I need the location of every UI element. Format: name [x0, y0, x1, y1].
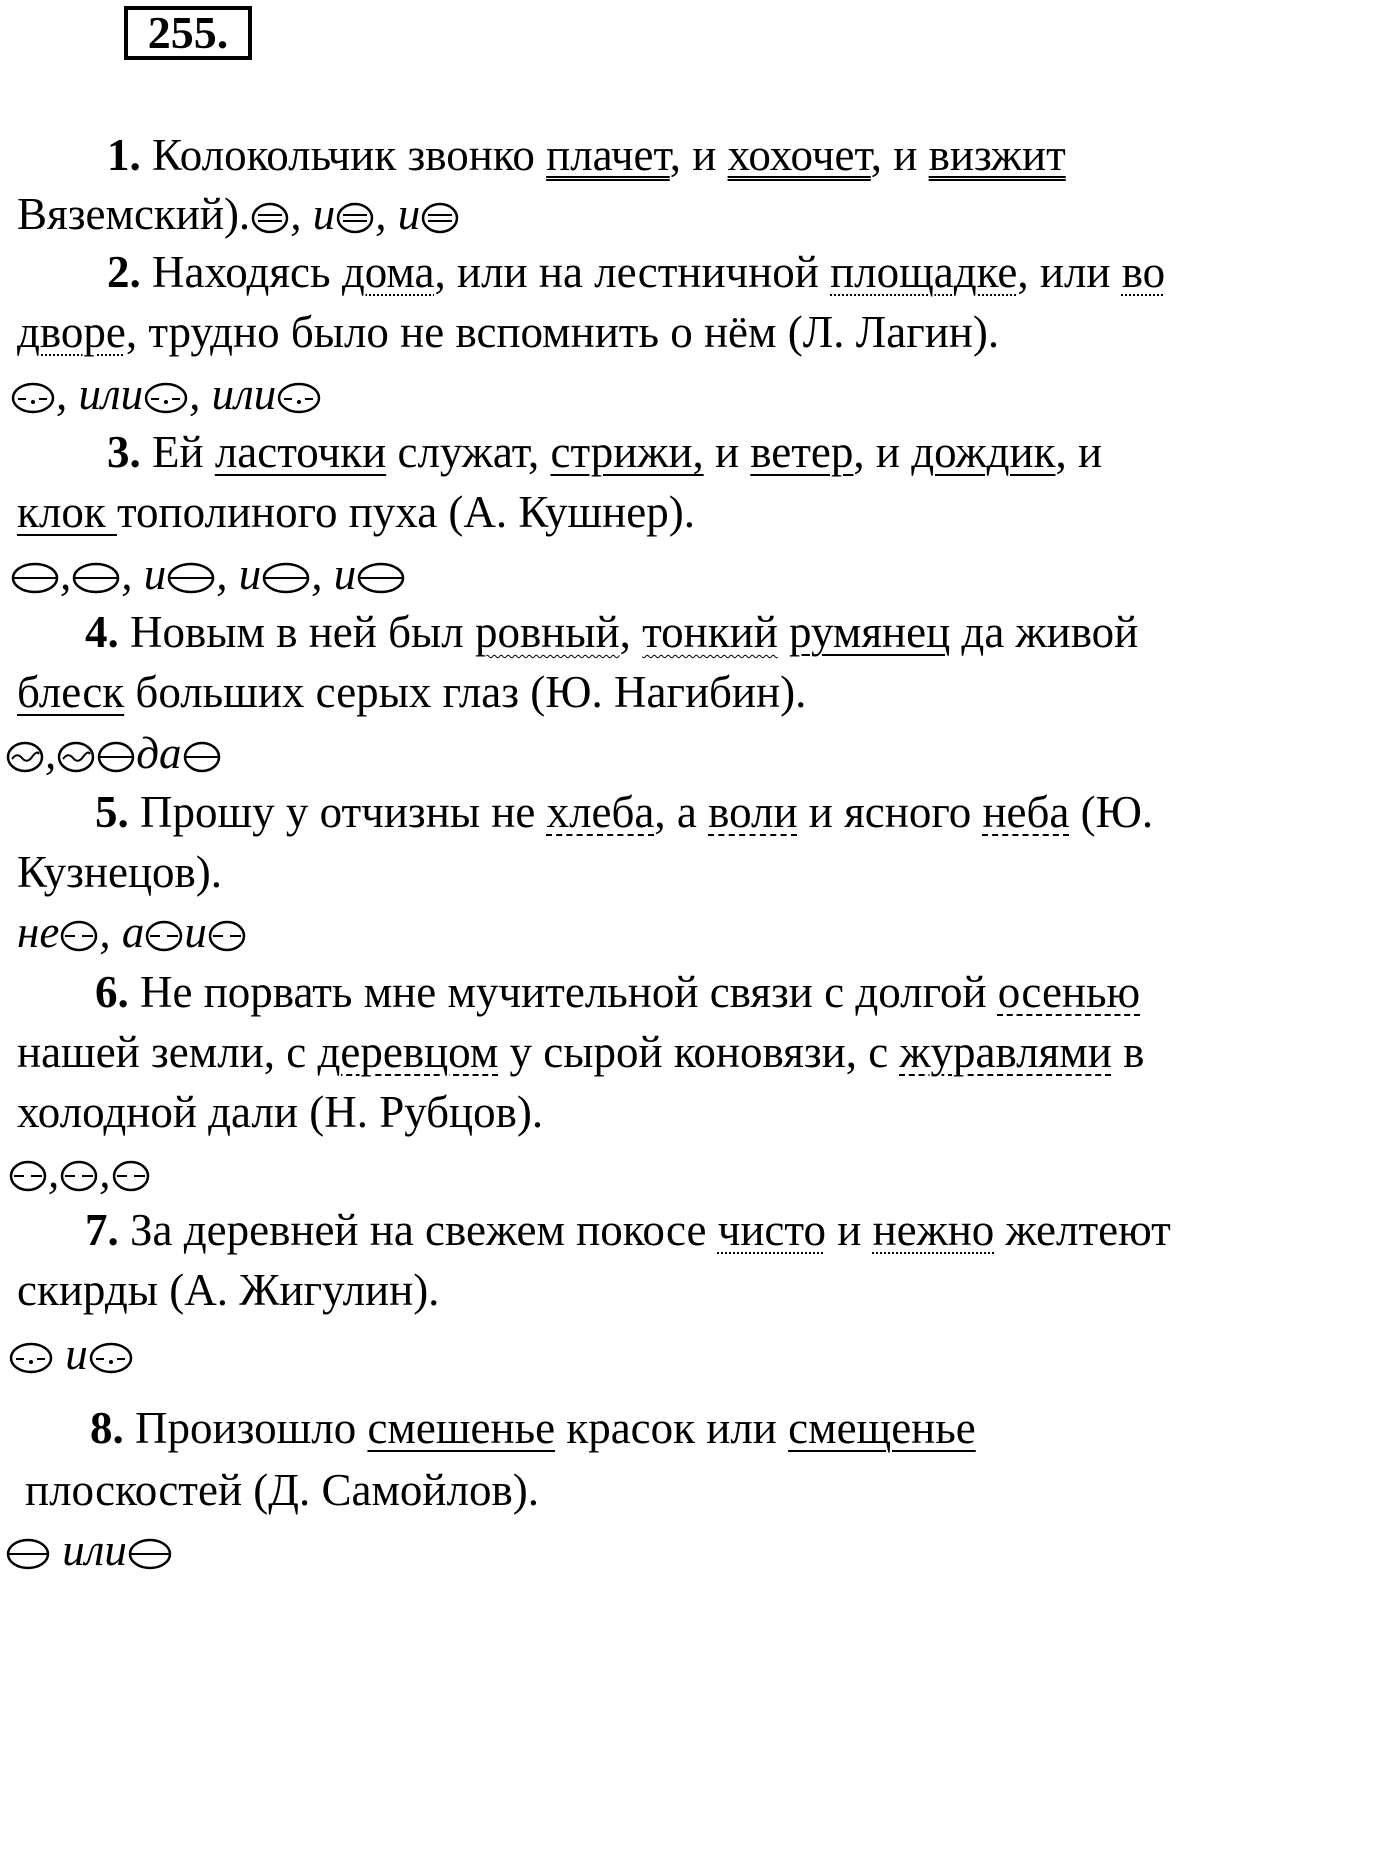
text: , или [1017, 247, 1122, 297]
text: Кузнецов). [17, 847, 223, 897]
object: воли [708, 787, 798, 837]
text: тополиного пуха (А. Кушнер). [116, 487, 695, 537]
text: , а [654, 787, 709, 837]
scheme-connector: , и [216, 549, 262, 599]
scheme-circle-icon [182, 737, 222, 782]
text: холодной дали (Н. Рубцов). [17, 1087, 544, 1137]
sentence-6-line-3 [17, 1087, 544, 1137]
scheme-connector: , или [56, 369, 144, 419]
sentence-3-scheme [10, 549, 406, 603]
text: нашей земли, с [17, 1027, 318, 1077]
scheme-connector: да [136, 728, 182, 778]
scheme-circle-icon [96, 737, 136, 782]
sentence-number: 7. [85, 1205, 119, 1255]
sentence-8-scheme [5, 1525, 173, 1579]
text: , и [669, 130, 728, 180]
text: Новым в ней был [118, 607, 475, 657]
scheme-circle-icon [250, 198, 290, 243]
sentence-3-line-2 [17, 487, 695, 537]
scheme-connector: и [184, 907, 207, 957]
adverbial: нежно [872, 1205, 995, 1255]
scheme-connector: и [65, 1329, 88, 1379]
predicate: хохочет [727, 130, 871, 180]
text: , трудно было не вспомнить о нём (Л. Лагин). [125, 307, 1000, 357]
scheme-connector: , [99, 1147, 111, 1197]
text: , и [1055, 427, 1103, 477]
subject: румянец [789, 607, 951, 657]
scheme-circle-icon [166, 558, 216, 603]
scheme-circle-icon [8, 1338, 54, 1383]
sentence-7-scheme [8, 1329, 134, 1383]
sentence-4-line-1 [85, 607, 1139, 657]
text: Прошу у отчизны не [128, 787, 547, 837]
text: , и [870, 130, 929, 180]
predicate: плачет [546, 130, 670, 180]
sentence-2-line-2 [17, 307, 1000, 357]
adverbial: во [1121, 247, 1166, 297]
sentence-6-line-2 [17, 1027, 1145, 1077]
scheme-connector: , и [121, 549, 167, 599]
scheme-circle-dashed-icon [59, 1156, 99, 1201]
sentence-number: 5. [95, 787, 129, 837]
scheme-connector: , [60, 549, 72, 599]
scheme-circle-icon [276, 378, 322, 423]
sentence-6-scheme [8, 1147, 151, 1201]
scheme-connector: , и [290, 189, 336, 239]
text: да живой [950, 607, 1139, 657]
subject: блеск [17, 667, 125, 717]
sentence-7-line-2 [17, 1265, 440, 1315]
scheme-circle-icon [71, 558, 121, 603]
subject: ласточки [214, 427, 387, 477]
adverbial: дома [341, 247, 435, 297]
sentence-7-line-1 [85, 1205, 1171, 1255]
scheme-circle-icon [88, 1338, 134, 1383]
text: Вяземский). [17, 189, 251, 239]
sentence-4-scheme [5, 728, 222, 782]
sentence-5-line-2 [17, 847, 223, 897]
scheme-circle-icon [261, 558, 311, 603]
predicate: визжит [928, 130, 1066, 180]
object: неба [982, 787, 1070, 837]
text: , и [853, 427, 912, 477]
text: и [703, 427, 751, 477]
scheme-circle-icon [127, 1534, 173, 1579]
scheme-connector: , а [99, 907, 145, 957]
scheme-connector: не [17, 907, 60, 957]
text [778, 607, 789, 657]
text: Колокольчик звонко [140, 130, 547, 180]
text: Ей [140, 427, 215, 477]
text: скирды (А. Жигулин). [17, 1265, 440, 1315]
subject: ветер [750, 427, 854, 477]
text: и [825, 1205, 873, 1255]
scheme-circle-icon [5, 1534, 51, 1579]
object: осенью [997, 967, 1141, 1017]
sentence-number: 3. [107, 427, 141, 477]
subject: смещенье [788, 1403, 976, 1453]
sentence-number: 6. [95, 967, 129, 1017]
scheme-circle-icon [356, 558, 406, 603]
text: (Ю. [1069, 787, 1154, 837]
scheme-connector: , и [311, 549, 357, 599]
scheme-circle-icon [10, 378, 56, 423]
sentence-number: 4. [85, 607, 119, 657]
scheme-circle-wavy-icon [5, 737, 45, 782]
text: , [619, 607, 643, 657]
text: Не порвать мне мучительной связи с долгой [128, 967, 998, 1017]
scheme-circle-icon [10, 558, 60, 603]
scheme-circle-icon [143, 378, 189, 423]
sentence-5-line-1 [95, 787, 1154, 837]
sentence-6-line-1 [95, 967, 1141, 1017]
text: служат, [386, 427, 551, 477]
sentence-2-line-1 [107, 247, 1166, 297]
sentence-5-scheme [17, 907, 247, 961]
sentence-8-line-1 [90, 1403, 976, 1453]
exercise-number: 255. [124, 6, 252, 60]
text: у сырой коновязи, с [498, 1027, 900, 1077]
scheme-connector: , [48, 1147, 60, 1197]
scheme-circle-dashed-icon [111, 1156, 151, 1201]
sentence-number: 8. [90, 1403, 124, 1453]
scheme-circle-dashed-icon [8, 1156, 48, 1201]
text: За деревней на свежем покосе [118, 1205, 718, 1255]
text: Находясь [140, 247, 342, 297]
subject: стрижи, [550, 427, 704, 477]
attribute: тонкий [642, 607, 778, 657]
text: красок или [555, 1403, 789, 1453]
sentence-number: 2. [107, 247, 141, 297]
scheme-circle-icon [335, 198, 375, 243]
text: , или на лестничной [434, 247, 831, 297]
scheme-connector: или [62, 1525, 127, 1575]
object: журавлями [899, 1027, 1112, 1077]
attribute: ровный [474, 607, 620, 657]
adverbial: чисто [717, 1205, 826, 1255]
text: в [1111, 1027, 1145, 1077]
object: деревцом [317, 1027, 499, 1077]
sentence-2-scheme [10, 369, 322, 423]
sentence-1-line-2 [17, 189, 460, 243]
scheme-connector: , [45, 728, 57, 778]
scheme-circle-dashed-icon [207, 916, 247, 961]
scheme-connector: , или [189, 369, 277, 419]
text: и ясного [797, 787, 983, 837]
sentence-3-line-1 [107, 427, 1103, 477]
sentence-4-line-2 [17, 667, 807, 717]
sentence-1-line-1 [107, 130, 1066, 180]
sentence-number: 1. [107, 130, 141, 180]
scheme-circle-dashed-icon [144, 916, 184, 961]
subject: клок [17, 487, 117, 537]
sentence-8-line-2 [25, 1465, 539, 1515]
object: хлеба [546, 787, 655, 837]
scheme-connector: , и [375, 189, 421, 239]
scheme-circle-dashed-icon [59, 916, 99, 961]
text: больших серых глаз (Ю. Нагибин). [124, 667, 807, 717]
adverbial: дворе [17, 307, 126, 357]
subject: дождик [911, 427, 1056, 477]
scheme-circle-wavy-icon [56, 737, 96, 782]
adverbial: площадке [830, 247, 1018, 297]
scheme-circle-icon [420, 198, 460, 243]
text: плоскостей (Д. Самойлов). [25, 1465, 539, 1515]
text: желтеют [994, 1205, 1171, 1255]
subject: смешенье [367, 1403, 556, 1453]
text: Произошло [123, 1403, 368, 1453]
